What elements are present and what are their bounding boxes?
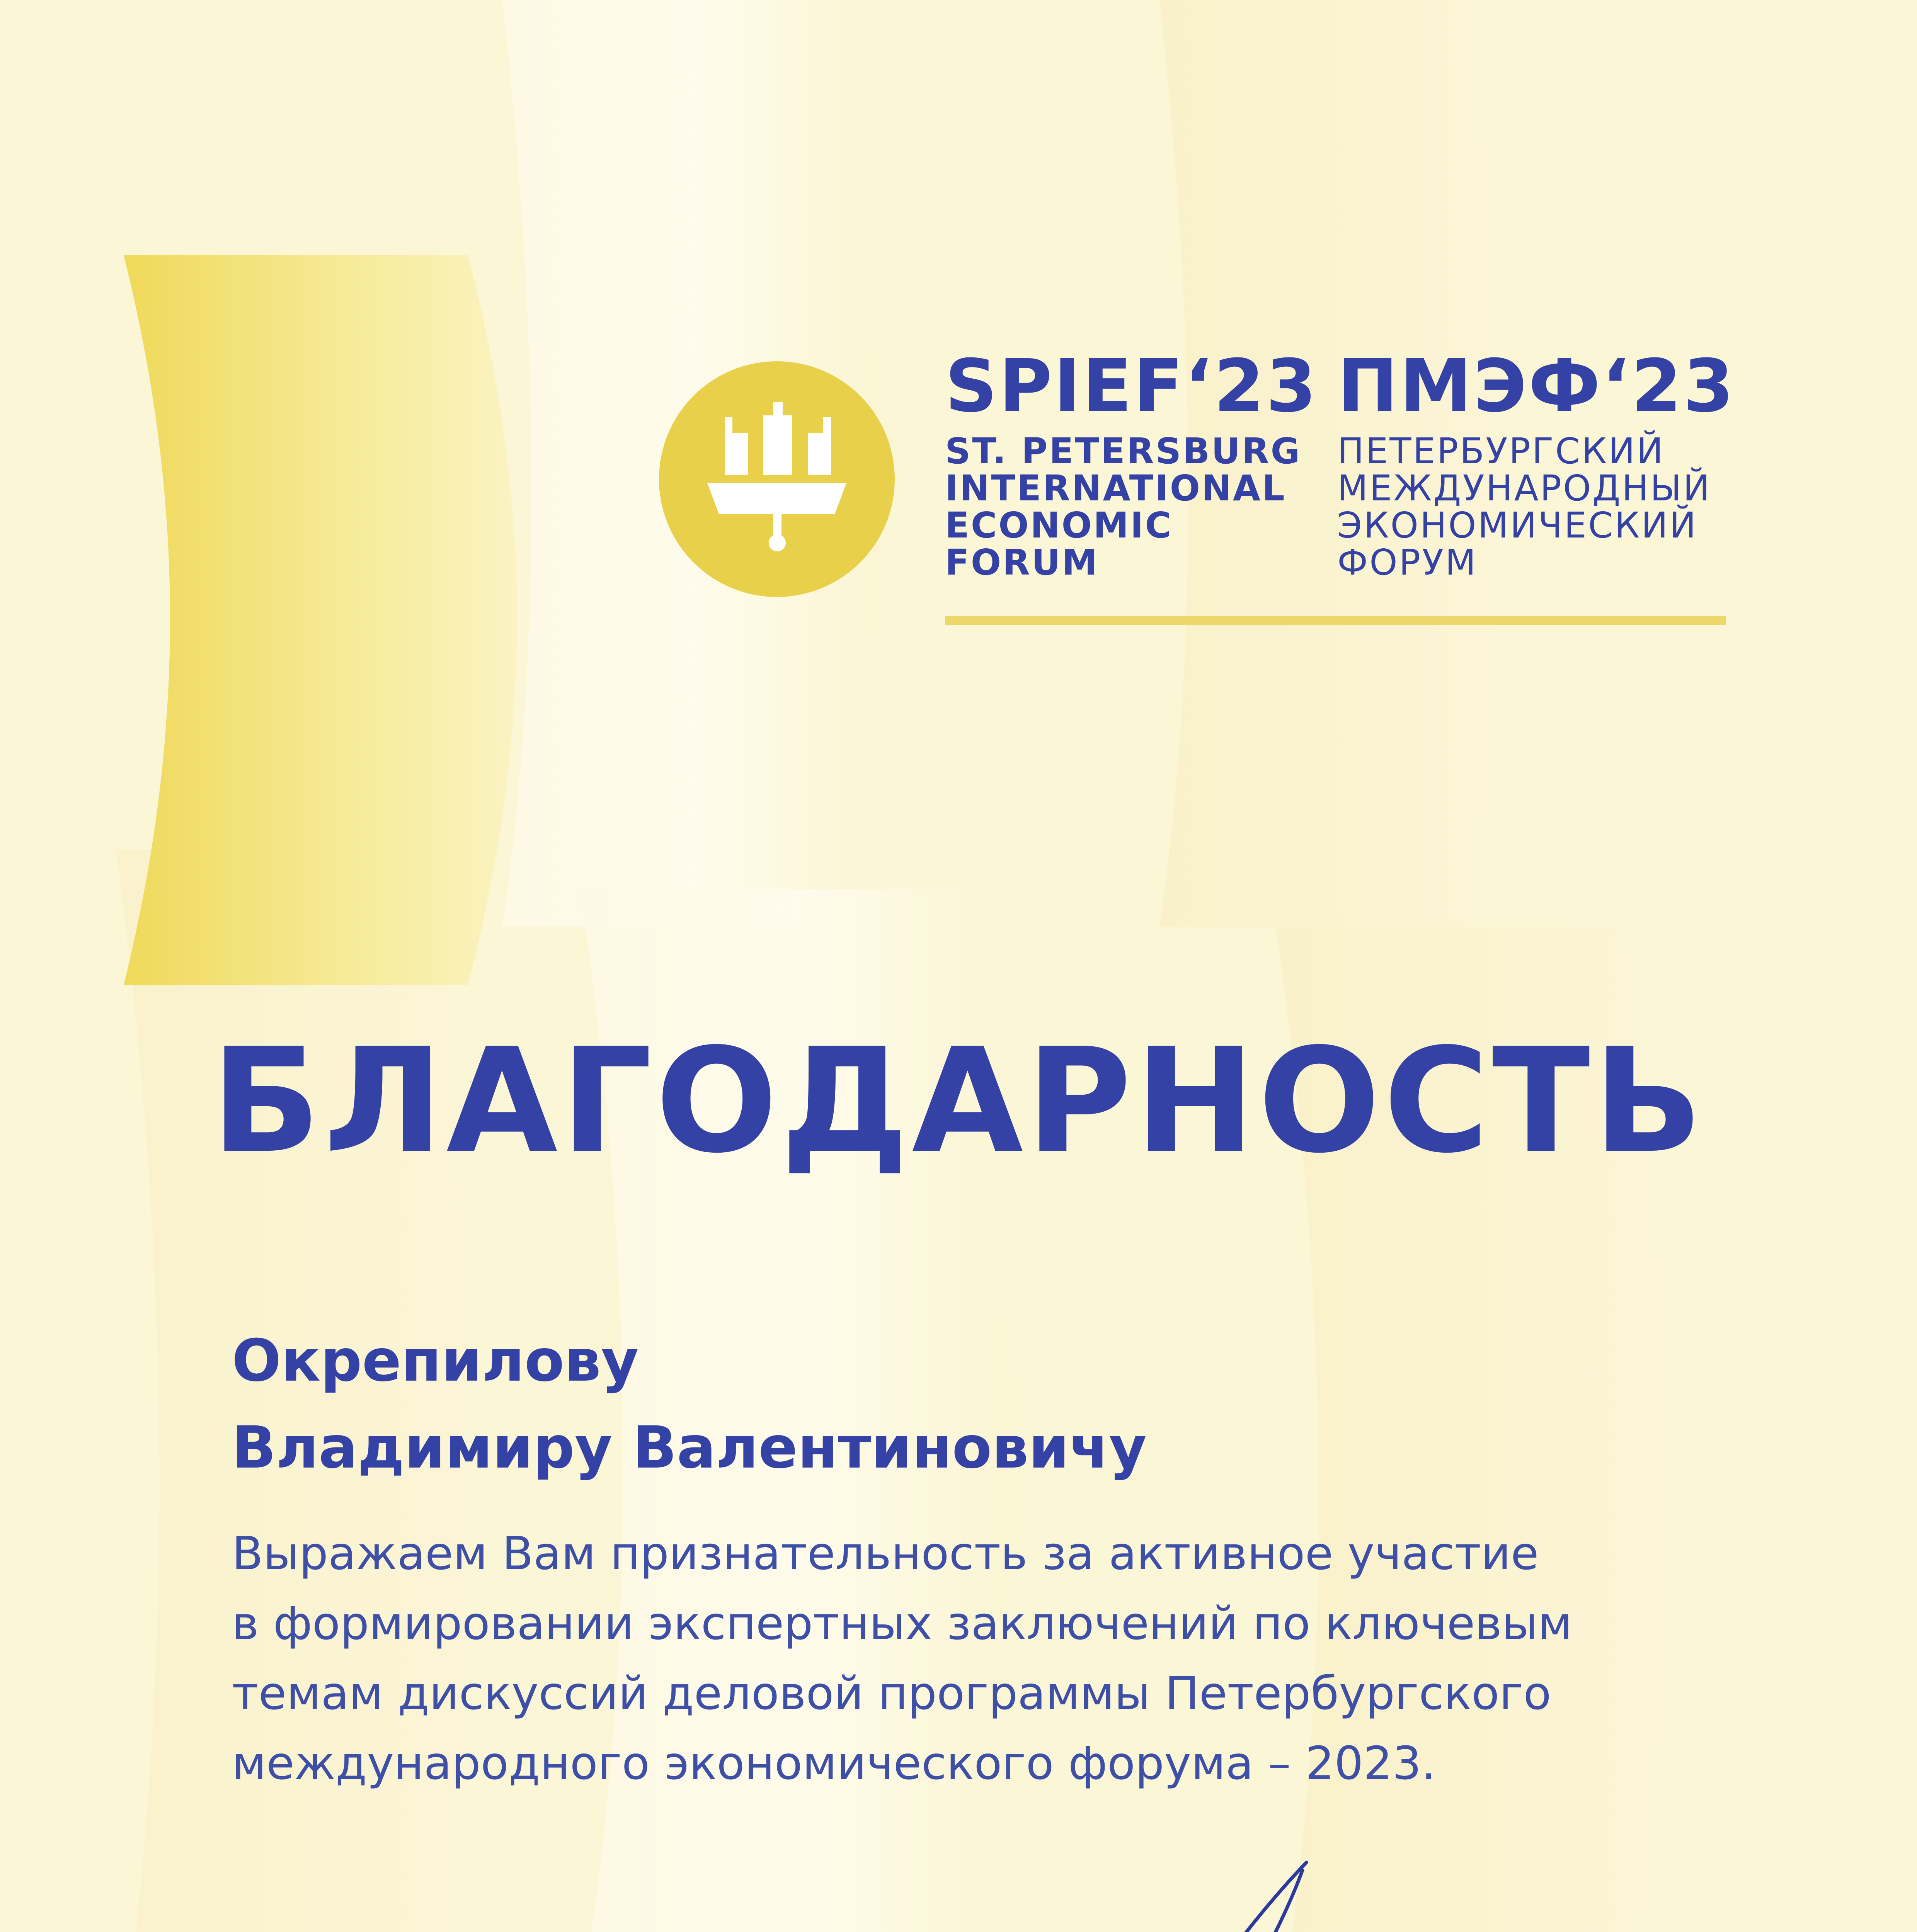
forum-name-ru xyxy=(1337,344,1735,583)
forum-name-en xyxy=(945,344,1318,583)
recipient-name xyxy=(232,1318,1147,1492)
ship-emblem-icon xyxy=(657,359,897,599)
handwritten-signature xyxy=(769,1839,1349,1932)
forum-line-en: INTERNATIONAL xyxy=(945,468,1286,509)
message-line: Выражаем Вам признательность за активное участие xyxy=(232,1527,1539,1580)
message-line: международного экономического форума – 2023. xyxy=(232,1736,1436,1790)
document-heading: БЛАГОДАРНОСТЬ xyxy=(211,1017,1706,1185)
forum-title-ru: ПМЭФ‘23 xyxy=(1337,344,1735,429)
forum-line-en: ECONOMIC xyxy=(945,505,1173,546)
message-line: в формировании экспертных заключений по ключевым xyxy=(232,1597,1573,1650)
message-line: темам дискуссий деловой программы Петербургского xyxy=(232,1667,1551,1720)
forum-line-ru: МЕЖДУНАРОДНЫЙ xyxy=(1337,468,1711,509)
forum-line-ru: ЭКОНОМИЧЕСКИЙ xyxy=(1337,505,1698,546)
recipient-surname: Окрепилову xyxy=(232,1327,639,1395)
recipient-given-names: Владимиру Валентиновичу xyxy=(232,1414,1147,1481)
forum-title-en: SPIEF‘23 xyxy=(945,344,1318,429)
forum-line-en: FORUM xyxy=(945,542,1099,583)
forum-line-ru: ФОРУМ xyxy=(1337,542,1478,583)
forum-line-ru: ПЕТЕРБУРГСКИЙ xyxy=(1337,430,1665,472)
forum-logo xyxy=(657,344,1739,641)
forum-divider xyxy=(945,616,1726,625)
forum-line-en: ST. PETERSBURG xyxy=(945,430,1302,472)
message-body xyxy=(232,1519,1572,1798)
